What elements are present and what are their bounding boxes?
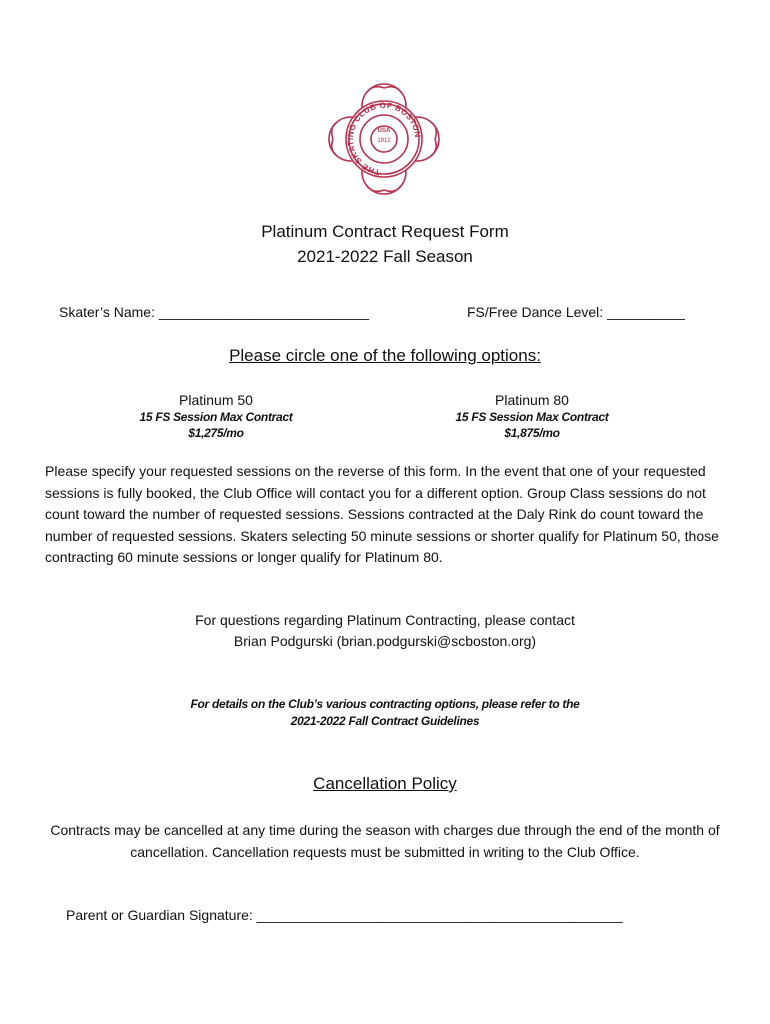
option-platinum-50[interactable] — [116, 391, 316, 441]
signature-blank[interactable]: _______________________________________________ — [256, 907, 623, 923]
contact-line-1: For questions regarding Platinum Contracting, please contact — [195, 612, 575, 628]
option-price: $1,875/mo — [504, 426, 560, 440]
signature-label: Parent or Guardian Signature: — [66, 907, 253, 923]
guidelines-note-line-1: For details on the Club’s various contracting options, please refer to the — [190, 697, 580, 711]
skating-club-logo — [323, 78, 445, 200]
logo-year: 1912 — [377, 138, 391, 144]
option-name: Platinum 80 — [495, 392, 569, 408]
logo-ring-text: THE SKATING CLUB OF BOSTON — [345, 100, 423, 177]
logo-inner-text: USA — [377, 128, 391, 134]
guidelines-note-line-2: 2021-2022 Fall Contract Guidelines — [290, 714, 480, 728]
option-price: $1,275/mo — [188, 426, 244, 440]
option-desc: 15 FS Session Max Contract — [455, 410, 609, 424]
form-title: Platinum Contract Request Form — [261, 222, 509, 241]
skater-name-field[interactable] — [59, 303, 369, 321]
contact-line-2: Brian Podgurski (brian.podgurski@scboston.org) — [233, 633, 537, 649]
option-platinum-80[interactable] — [432, 391, 632, 441]
form-season: 2021-2022 Fall Season — [297, 247, 473, 266]
signature-field[interactable] — [66, 906, 623, 924]
skater-name-label: Skater’s Name: — [59, 304, 155, 320]
option-desc: 15 FS Session Max Contract — [139, 410, 293, 424]
skater-name-blank[interactable]: ___________________________ — [158, 304, 370, 320]
options-heading: Please circle one of the following options: — [229, 346, 541, 365]
cancellation-text: Contracts may be cancelled at any time during the season with charges due through the end of the month of cancellation. Cancellation requests must be submitted in writing to the Club Office. — [50, 822, 720, 860]
instructions-paragraph: Please specify your requested sessions on the reverse of this form. In the event that one of your requested sessions is fully booked, the Club Office will contact you for a different option. Group Class sessions do not count toward the number of requested sessions. Sessions contracted at the Daly Rink do count toward the number of requested sessions. Skaters selecting 50 minute sessions or shorter qualify for Platinum 50, those contracting 60 minute sessions or longer qualify for Platinum 80. — [45, 463, 719, 565]
level-blank[interactable]: __________ — [607, 304, 685, 320]
level-field[interactable] — [467, 303, 685, 321]
cancellation-heading: Cancellation Policy — [313, 774, 457, 793]
level-label: FS/Free Dance Level: — [467, 304, 604, 320]
option-name: Platinum 50 — [179, 392, 253, 408]
